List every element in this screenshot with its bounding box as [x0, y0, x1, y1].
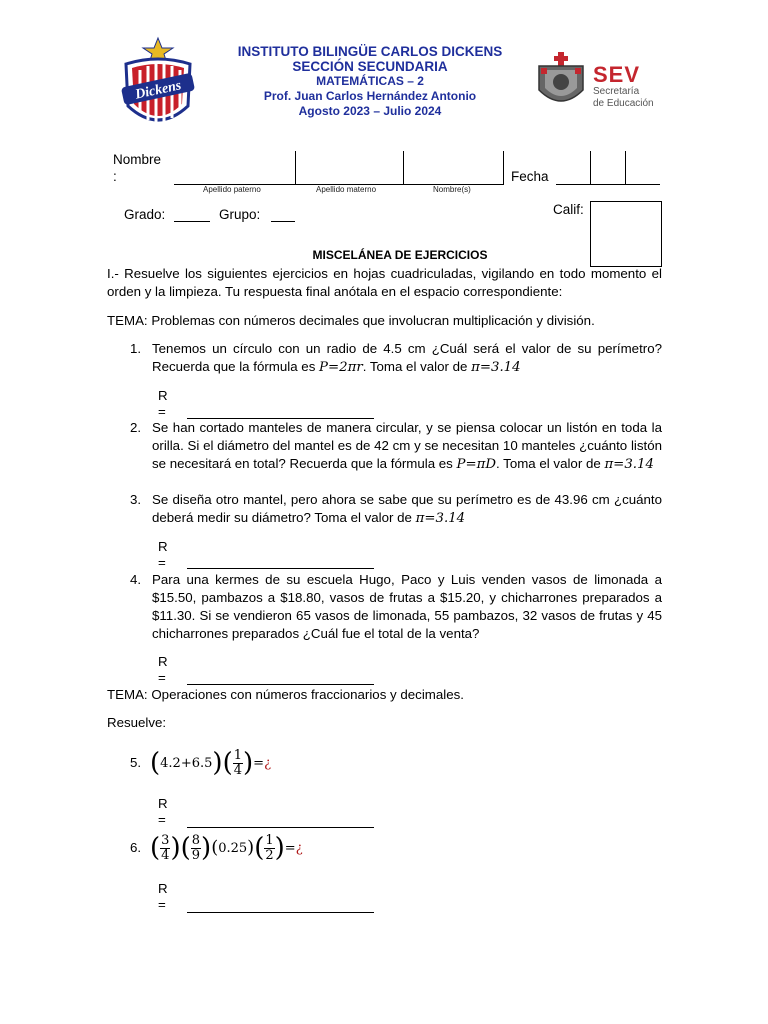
problem-number: 2. — [130, 420, 142, 435]
logo-text: Dickens — [133, 78, 183, 103]
pi-value: π=3.14 — [604, 457, 654, 472]
grupo-label: Grupo: — [219, 207, 261, 222]
school-name: INSTITUTO BILINGÜE CARLOS DICKENS — [237, 44, 503, 59]
problem-number: 4. — [130, 572, 142, 587]
answer-eq-label: = — [158, 812, 166, 827]
name-divider-1 — [295, 151, 296, 184]
answer-r-label: R — [158, 796, 168, 811]
question-mark: ¿ — [295, 840, 303, 856]
section-name: SECCIÓN SECUNDARIA — [292, 59, 448, 74]
answer-r-label: R — [158, 881, 168, 896]
problem-text: Se diseña otro mantel, pero ahora se sabe que su perímetro es de 43.96 cm ¿cuánto deberá medir su diámetro? Toma el valor de — [152, 492, 662, 525]
equals-sign: = — [284, 840, 296, 856]
nombre-colon: : — [113, 169, 117, 184]
tema-1: TEMA: Problemas con números decimales que involucran multiplicación y división. — [107, 313, 595, 328]
fraction: $\frac{3}{4}$ — [161, 832, 170, 863]
pi-value: π=3.14 — [415, 511, 466, 526]
fecha-label: Fecha — [511, 169, 549, 184]
exercise-5-number: 5. — [130, 755, 142, 770]
problem-text: Se han cortado manteles de manera circular, y se piensa colocar un listón en toda la orilla. Si el diámetro del mantel es de 42 cm y se necesitan 10 manteles ¿cuánto listón se necesitará en total? Recuerda que la fórmula es — [152, 420, 662, 471]
header-block — [200, 44, 540, 119]
instructions: I.- Resuelve los siguientes ejercicios en hojas cuadriculadas, vigilando en todo momento el orden y la limpieza. Tu respuesta final anótala en el espacio correspondiente: — [107, 266, 662, 299]
grupo-field[interactable] — [271, 221, 295, 222]
answer-eq-label: = — [158, 555, 166, 570]
apellido-materno-label: Apellido materno — [316, 185, 377, 194]
answer-eq-label: = — [158, 897, 166, 912]
answer-line-4[interactable] — [187, 684, 374, 685]
fraction: $\frac{1}{4}$ — [233, 747, 242, 778]
answer-line-3[interactable] — [187, 568, 374, 569]
answer-eq-label: = — [158, 404, 166, 419]
problem-text: Para una kermes de su escuela Hugo, Paco y Luis venden vasos de limonada a $15.50, pambazos a $18.80, vasos de frutas a $15.20, y chicharrones preparados a $11.30. Si se vendieron 65 vasos de limonada, 55 pambazos, 32 vasos de frutas y 45 chicharrones preparados ¿Cuál fue el total de la venta? — [152, 572, 662, 641]
equals-sign: = — [253, 755, 265, 771]
sev-text: SEV — [593, 62, 641, 87]
fecha-divider-2 — [625, 151, 626, 184]
problem-text-b: . Toma el valor de — [362, 359, 472, 374]
formula: P=πD — [456, 457, 497, 472]
problem-number: 1. — [130, 341, 142, 356]
sev-logo — [533, 52, 663, 112]
question-mark: ¿ — [264, 755, 272, 771]
name-divider-2 — [403, 151, 404, 184]
problem-number: 3. — [130, 492, 142, 507]
answer-r-label: R — [158, 654, 168, 669]
exercise-5-expression: ( 4.2+6.5 ) ( $\frac{1}{4}$ ) = ¿ — [150, 747, 272, 778]
fraction: $\frac{8}{9}$ — [191, 832, 201, 863]
pi-value: π=3.14 — [471, 360, 521, 375]
sum-expression: 4.2+6.5 — [160, 755, 213, 771]
school-period: Agosto 2023 – Julio 2024 — [298, 104, 442, 118]
school-logo — [118, 36, 198, 136]
decimal-value: 0.25 — [218, 840, 248, 856]
page-title: MISCELÁNEA DE EJERCICIOS — [312, 248, 488, 262]
name-divider-3 — [503, 151, 504, 184]
answer-r-label: R — [158, 388, 168, 403]
problem-text-b: . Toma el valor de — [496, 456, 605, 471]
exercise-6-expression: ( $\frac{3}{4}$ ) ( $\frac{8}{9}$ ) ( 0.25 ) ( $\frac{1}{2}$ ) = ¿ — [150, 832, 303, 863]
tema-2: TEMA: Operaciones con números fraccionarios y decimales. — [107, 687, 464, 702]
teacher-name: Prof. Juan Carlos Hernández Antonio — [263, 89, 477, 103]
grado-label: Grado: — [124, 207, 166, 222]
resuelve-label: Resuelve: — [107, 715, 167, 730]
nombre-label: Nombre — [113, 152, 162, 167]
answer-r-label: R — [158, 539, 168, 554]
sev-subtitle-2: de Educación — [593, 98, 654, 109]
fecha-field[interactable] — [556, 184, 660, 185]
apellido-paterno-label: Apellido paterno — [203, 185, 261, 194]
exercise-6-number: 6. — [130, 840, 142, 855]
problem-text: Tenemos un círculo con un radio de 4.5 cm ¿Cuál será el valor de su perímetro? Recuerda que la fórmula es — [152, 341, 662, 374]
formula: P=2πr — [319, 360, 363, 375]
sev-subtitle-1: Secretaría — [593, 86, 640, 97]
nombres-label: Nombre(s) — [433, 185, 471, 194]
answer-eq-label: = — [158, 670, 166, 685]
fraction: $\frac{1}{2}$ — [265, 832, 274, 863]
grado-field[interactable] — [174, 221, 210, 222]
fecha-divider-1 — [590, 151, 591, 184]
calif-label: Calif: — [553, 202, 584, 217]
answer-line-6[interactable] — [187, 912, 374, 913]
subject-name: MATEMÁTICAS – 2 — [316, 74, 424, 88]
